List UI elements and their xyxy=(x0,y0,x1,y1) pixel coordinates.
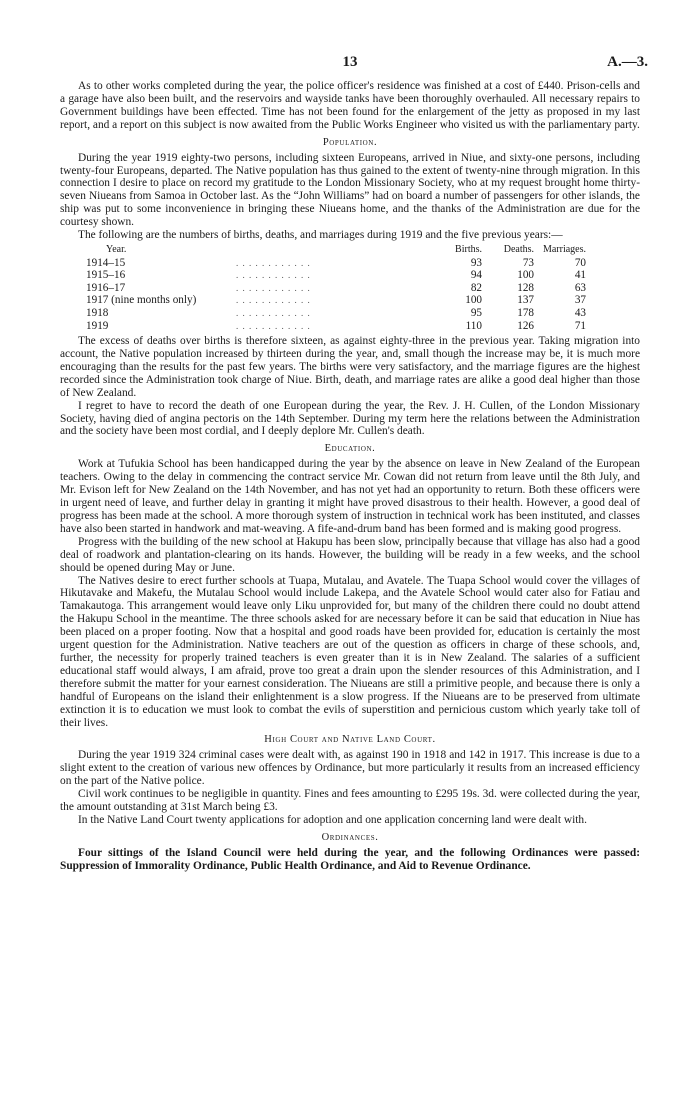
cell-year: 1916–17 xyxy=(86,281,126,294)
paragraph-works: As to other works completed during the year, the police officer's residence was finished at a cost of £440. Prison-cells and a garage have also been built, and the reservoirs and wayside tanks have been thoroughly overhauled. All necessary repairs to Government buildings have been effected. Time has not been found for the enlargement of the jetty as proposed in my last report, and a report on this subject is now awaited from the Public Works Engineer who visited us with the parliamentary party. xyxy=(60,80,640,131)
cell-year: 1917 (nine months only) xyxy=(86,294,197,307)
paragraph-hakupu-school: Progress with the building of the new school at Hakupu has been slow, principally because that village has also had a good deal of roadwork and plantation-clearing on its hands. However, the building will be ready in a few weeks, and the school should be opened during May or June. xyxy=(60,535,640,574)
cell-births: 82 xyxy=(470,281,482,294)
page-number: 13 xyxy=(342,54,358,70)
cell-deaths: 126 xyxy=(517,319,534,332)
cell-births: 100 xyxy=(465,294,482,307)
paragraph-criminal-cases: During the year 1919 324 criminal cases were dealt with, as against 190 in 1918 and 142 in 1917. This increase is due to a slight extent to the creation of various new offences by Ordinance, but more particularly it results from an increased efficiency on the part of the Native police. xyxy=(60,749,640,788)
header-births: Births. xyxy=(455,243,482,255)
header-year: Year. xyxy=(106,243,127,255)
paragraph-civil-work: Civil work continues to be negligible in quantity. Fines and fees amounting to £295 19s. 3d. were collected during the year, the amount outstanding at 31st March being £3. xyxy=(60,788,640,814)
paragraph-migration: During the year 1919 eighty-two persons, including sixteen Europeans, arrived in Niue, and sixty-one persons, including twenty-four Europeans, departed. The Native population has thus gained to the extent of twenty-nine through migration. In this connection I desire to place on record my gratitude to the London Missionary Society, who at my request brought home thirty-seven Niueans from Samoa in October last. As the “John Williams” had on board a number of passengers for other islands, the ship was put to some inconvenience in bringing these Niueans home, and the thanks of the Administration are due for the courtesy shown. xyxy=(60,151,640,229)
cell-marriages: 43 xyxy=(574,306,586,319)
cell-births: 94 xyxy=(470,269,482,282)
cell-births: 95 xyxy=(470,306,482,319)
heading-court: High Court and Native Land Court. xyxy=(264,734,436,746)
table-row xyxy=(86,269,586,282)
cell-marriages: 63 xyxy=(574,281,586,294)
cell-year: 1915–16 xyxy=(86,269,126,282)
cell-marriages: 37 xyxy=(574,294,586,307)
cell-deaths: 73 xyxy=(522,256,534,269)
dot-leader: . . . . . . . . . . . . xyxy=(236,307,311,318)
cell-births: 110 xyxy=(465,319,482,332)
table-row xyxy=(86,282,586,295)
table-row xyxy=(86,307,586,320)
paragraph-land-court: In the Native Land Court twenty applications for adoption and one application concerning land were dealt with. xyxy=(78,813,587,826)
heading-population: Population. xyxy=(322,136,378,148)
cell-marriages: 41 xyxy=(574,269,586,282)
paragraph-ordinances: Four sittings of the Island Council were held during the year, and the following Ordinances were passed: Suppression of Immorality Ordinance, Public Health Ordinance, and Aid to Revenue Ordinance. xyxy=(60,846,640,872)
paragraph-cullen-death: I regret to have to record the death of one European during the year, the Rev. J. H. Cullen, of the London Missionary Society, having died of angina pectoris on the 14th September. During my term here the relations between the Administration and the society have been most cordial, and I deeply deplore Mr. Cullen's death. xyxy=(60,399,640,438)
header-marriages: Marriages. xyxy=(542,243,586,255)
heading-ordinances: Ordinances. xyxy=(321,831,379,843)
vital-statistics-table xyxy=(86,244,586,332)
header-deaths: Deaths. xyxy=(503,243,534,255)
cell-marriages: 70 xyxy=(574,256,586,269)
cell-year: 1914–15 xyxy=(86,256,126,269)
cell-deaths: 137 xyxy=(517,294,534,307)
cell-births: 93 xyxy=(470,256,482,269)
heading-education: Education. xyxy=(324,443,376,455)
table-row xyxy=(86,257,586,270)
dot-leader: . . . . . . . . . . . . xyxy=(236,282,311,293)
document-body xyxy=(60,54,640,873)
paragraph-tufukia-school: Work at Tufukia School has been handicapped during the year by the absence on leave in New Zealand of the European teachers. Owing to the delay in commencing the contract service Mr. Cowan did not return from leave until the 8th July, and Mr. Evison left for New Zealand on the 14th November, and has not yet had an opportunity to return. Both these officers were in urgent need of leave, and further delay in granting it might have proved disastrous to their health. However, a good deal of progress has been made at the school. A more thorough system of instruction in technical work has been instituted, and classes have also been started in handwork and mat-weaving. A fife-and-drum band has been formed and is making good progress. xyxy=(60,458,640,535)
cell-deaths: 178 xyxy=(517,306,534,319)
table-row xyxy=(86,320,586,333)
table-row xyxy=(86,294,586,307)
cell-year: 1919 xyxy=(86,319,109,332)
table-header-row xyxy=(86,244,586,257)
document-reference: A.—3. xyxy=(607,54,648,70)
cell-deaths: 100 xyxy=(517,269,534,282)
dot-leader: . . . . . . . . . . . . xyxy=(236,270,311,281)
dot-leader: . . . . . . . . . . . . xyxy=(236,257,311,268)
cell-marriages: 71 xyxy=(574,319,586,332)
cell-deaths: 128 xyxy=(517,281,534,294)
paragraph-excess-deaths: The excess of deaths over births is therefore sixteen, as against eighty-three in the previous year. Taking migration into account, the Native population increased by thirteen during the year, and, small though the increase may be, it is much more encouraging than the results for the past few years. The births were very satisfactory, and the marriage figures are the highest recorded since the Administration took charge of Niue. Birth, death, and marriage rates are alike a good deal higher than those of New Zealand. xyxy=(60,335,640,399)
paragraph-vital-stats-intro: The following are the numbers of births, deaths, and marriages during 1919 and the five previous years:— xyxy=(78,229,563,242)
cell-year: 1918 xyxy=(86,306,109,319)
paragraph-further-schools: The Natives desire to erect further schools at Tuapa, Mutalau, and Avatele. The Tuapa School would cover the villages of Hikutavake and Makefu, the Mutalau School would include Lakepa, and the Avatele School would cater also for Fatiau and Tamakautoga. This arrangement would leave only Liku unprovided for, but many of the children there could no doubt attend the Hakupu School in the meantime. The three schools asked for are necessary before it can be said that education in Niue has been placed on a proper footing. Now that a hospital and good roads have been provided for, education is certainly the most urgent question for the Administration. Native teachers are out of the question as officers in charge of these schools, and, further, the necessity for properly trained teachers is even greater than it is in New Zealand. The salaries of a sufficient educational staff would always, I am afraid, prove too great a drain upon the slender resources of this Administration, and I therefore submit the matter for your earnest consideration. The Niueans are still a primitive people, and because there is only a handful of Europeans on the island their enlightenment is a slow progress. If the Niueans are to be preserved from ultimate extinction it is to education we must look to combat the evils of superstition and pernicious custom which yearly take toll of their lives. xyxy=(60,574,640,729)
dot-leader: . . . . . . . . . . . . xyxy=(236,295,311,306)
dot-leader: . . . . . . . . . . . . xyxy=(236,320,311,331)
